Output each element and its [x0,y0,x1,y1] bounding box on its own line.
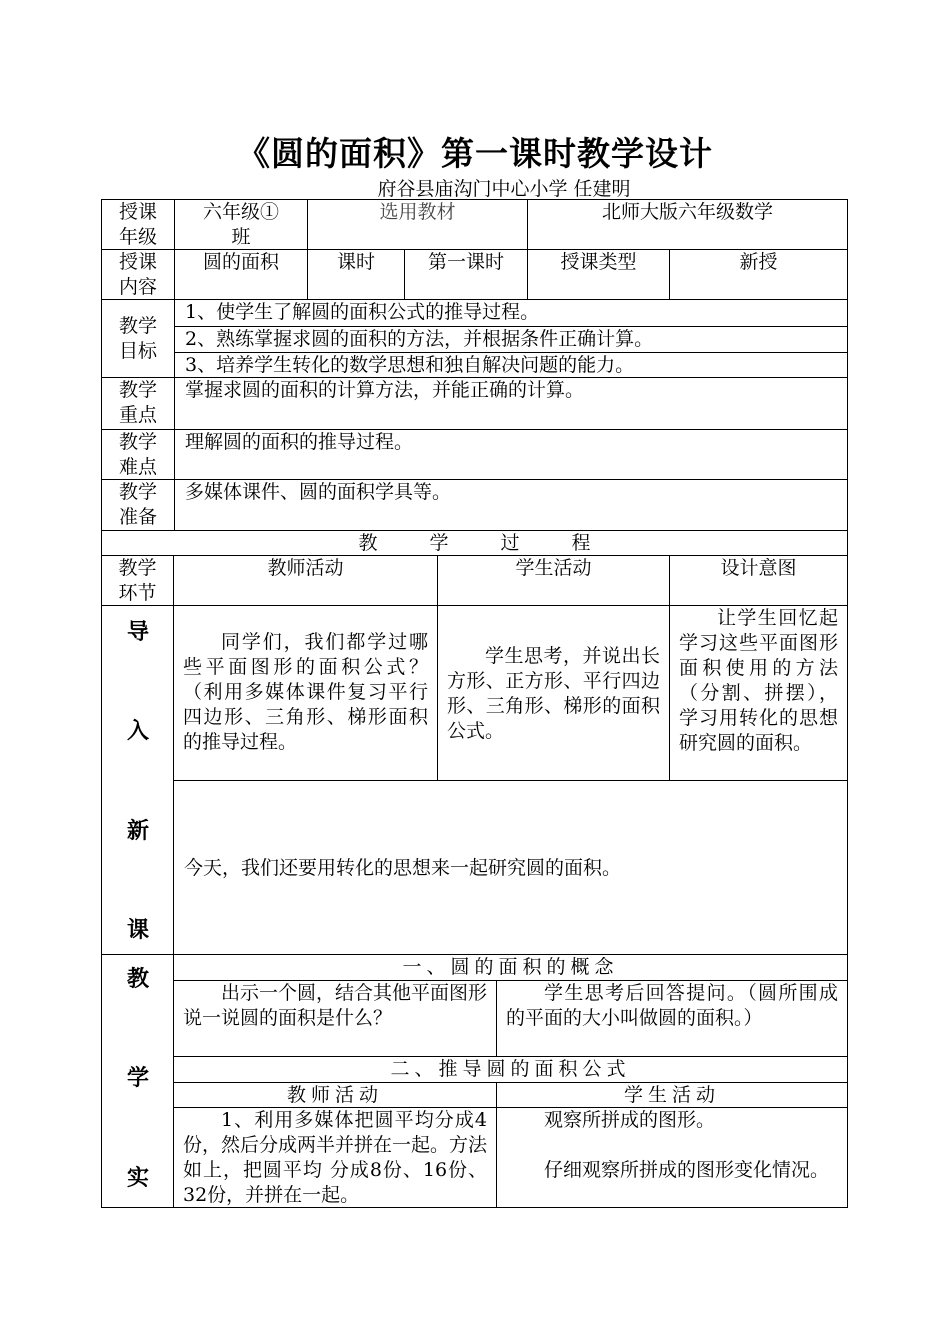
section1-teacher: 出示一个圆，结合其他平面图形说一说圆的面积是什么？ [173,980,497,1057]
document-title: 《圆的面积》第一课时教学设计 [237,134,713,173]
goal-item: 1、使学生了解圆的面积公式的推导过程。 [174,299,848,327]
goal-item: 3、培养学生转化的数学思想和独自解决问题的能力。 [174,352,848,378]
textbook-value: 北师大版六年级数学 [527,199,848,250]
preparation-label: 教学 准备 [101,479,175,531]
preparation-value: 多媒体课件、圆的面积学具等。 [174,479,848,531]
intro-stage-char: 导 [126,619,149,645]
section2-col-teacher: 教师活动 [173,1082,497,1108]
intro-design-intent: 让学生回忆起学习这些平面图形面积使用的方法（分割、拼摆），学习用转化的思想研究圆的面积。 [669,605,848,781]
practice-stage-char: 学 [126,1065,149,1091]
period-value: 第一课时 [404,249,528,300]
difficulty-value: 理解圆的面积的推导过程。 [174,429,848,480]
col-intent-header: 设计意图 [669,555,848,606]
section1-student: 学生思考后回答提问。（圆所围成的平面的大小叫做圆的面积。） [496,980,848,1057]
intro-student-activity: 学生思考，并说出长方形、正方形、平行四边形、三角形、梯形的面积公式。 [437,605,670,781]
col-teacher-header: 教师活动 [173,555,438,606]
practice-stage-char: 教 [126,966,149,992]
section2-col-student: 学生活动 [496,1082,848,1108]
intro-stage-char: 入 [126,718,149,744]
textbook-label: 选用教材 [307,199,528,250]
difficulty-label: 教学 难点 [101,429,175,480]
section2-student-line: 仔细观察所拼成的图形变化情况。 [544,1159,830,1181]
intro-stage-char: 课 [126,917,149,943]
intro-teacher-activity: 同学们，我们都学过哪些平面图形的面积公式？（利用多媒体课件复习平行四边形、三角形、梯形面积的推导过程。 [173,605,438,781]
practice-stage-char: 实 [126,1165,149,1191]
author-line: 府谷县庙沟门中心小学 任建明 [377,178,631,200]
content-value: 圆的面积 [174,249,308,300]
section2-teacher: 1、利用多媒体把圆平均分成4份，然后分成两半并拼在一起。方法如上，把圆平均 分成8份、16份、32份，并拼在一起。 [173,1107,497,1208]
type-label: 授课类型 [527,249,670,300]
process-title: 教学过程 [101,530,848,556]
grade-value: 六年级① 班 [174,199,308,250]
section2-title: 二、推导圆的面积公式 [173,1056,848,1083]
section2-student-line: 观察所拼成的图形。 [544,1109,716,1131]
key-points-label: 教学 重点 [101,377,175,430]
intro-stage-cell [101,605,174,955]
col-student-header: 学生活动 [437,555,670,606]
col-stage-header: 教学 环节 [101,555,174,606]
key-points-value: 掌握求圆的面积的计算方法，并能正确的计算。 [174,377,848,430]
practice-stage-cell [101,954,174,1208]
goals-label: 教学 目标 [101,299,175,378]
intro-transition: 今天，我们还要用转化的思想来一起研究圆的面积。 [173,780,848,955]
goal-item: 2、熟练掌握求圆的面积的方法，并根据条件正确计算。 [174,326,848,353]
period-label: 课时 [307,249,405,300]
type-value: 新授 [669,249,848,300]
section1-title: 一、圆的面积的概念 [173,954,848,981]
grade-label: 授课 年级 [101,199,175,250]
content-label: 授课 内容 [101,249,175,300]
section2-student [496,1107,848,1208]
intro-stage-char: 新 [126,818,149,844]
